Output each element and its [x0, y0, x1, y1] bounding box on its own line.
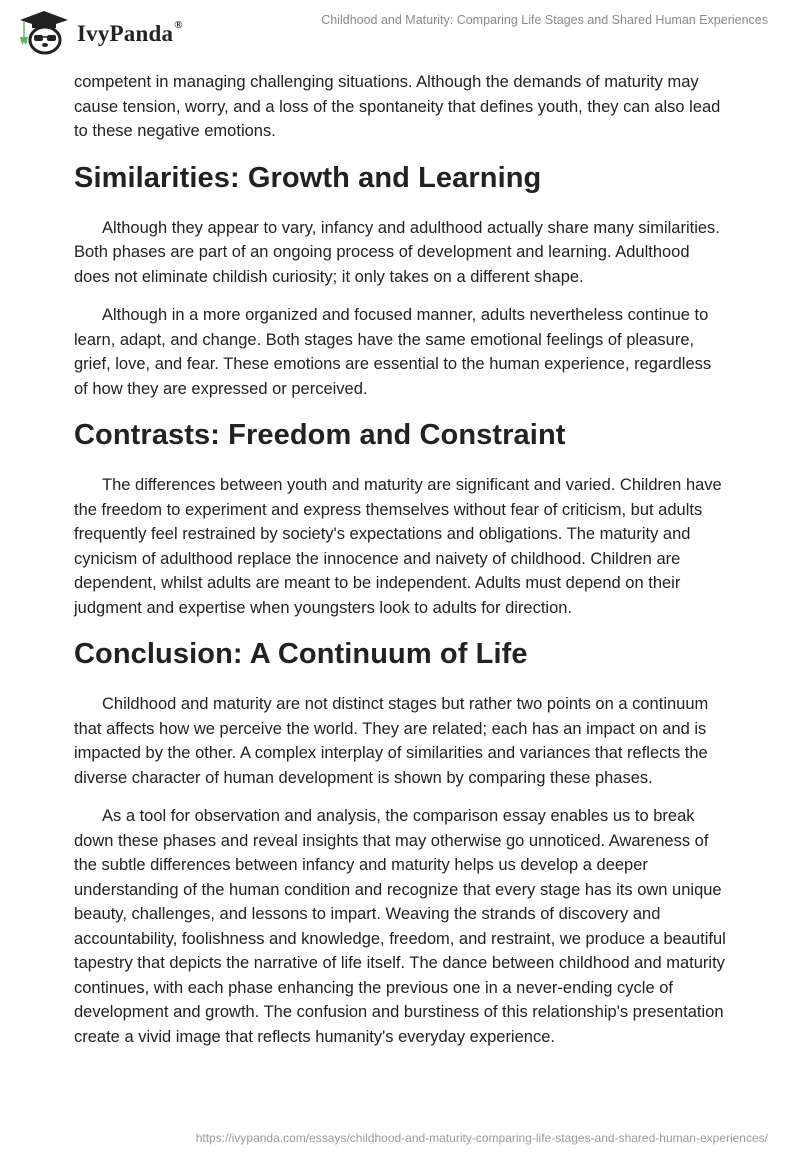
- logo-text: IvyPanda®: [77, 19, 183, 46]
- essay-content: [74, 70, 726, 1063]
- source-url-link[interactable]: https://ivypanda.com/essays/childhood-and-maturity-comparing-life-stages-and-shared-human-experiences/: [195, 1131, 768, 1145]
- paragraph: As a tool for observation and analysis, the comparison essay enables us to break down these phases and reveal insights that may otherwise go unnoticed. Awareness of the subtle differences between infancy and maturity helps us develop a deeper understanding of the human condition and recognize that every stage has its own unique beauty, challenges, and lessons to impart. Weaving the strands of discovery and accountability, foolishness and knowledge, freedom, and restraint, we produce a beautiful tapestry that depicts the narrative of life itself. The dance between childhood and maturity continues, with each phase enhancing the previous one in a never-ending cycle of development and growth. The confusion and burstiness of this relationship's presentation create a vivid image that reflects humanity's everyday experience.: [74, 807, 726, 1046]
- ivypanda-logo[interactable]: [18, 9, 183, 55]
- page-header: [0, 0, 800, 60]
- section-heading-conclusion: Conclusion: A Continuum of Life: [74, 638, 528, 670]
- page-title: Childhood and Maturity: Comparing Life Stages and Shared Human Experiences: [321, 13, 768, 27]
- paragraph: competent in managing challenging situations. Although the demands of maturity may cause tension, worry, and a loss of the spontaneity that defines youth, they can also lead to these negative emotions.: [74, 73, 721, 140]
- section-heading-similarities: Similarities: Growth and Learning: [74, 161, 542, 194]
- paragraph: Although they appear to vary, infancy and adulthood actually share many similarities. Both phases are part of an ongoing process of development and learning. Adulthood does not eliminate childish curiosity; it only takes on a different shape.: [74, 218, 720, 286]
- section-heading-contrasts: Contrasts: Freedom and Constraint: [74, 419, 566, 451]
- panda-graduate-icon: [18, 9, 70, 55]
- paragraph: Childhood and maturity are not distinct stages but rather two points on a continuum that affects how we perceive the world. They are related; each has an impact on and is impacted by the other. A complex interplay of similarities and variances that reflects the diverse character of human development is shown by comparing these phases.: [74, 695, 709, 787]
- paragraph: Although in a more organized and focused manner, adults nevertheless continue to learn, adapt, and change. Both stages have the same emotional feelings of pleasure, grief, love, and fear. These emotions are essential to the human experience, regardless of how they are expressed or perceived.: [74, 306, 712, 398]
- paragraph: The differences between youth and maturity are significant and varied. Children have the freedom to experiment and express themselves without fear of criticism, but adults frequently feel restrained by society's expectations and obligations. The maturity and cynicism of adulthood replace the innocence and naivety of childhood. Children are dependent, whilst adults are meant to be independent. Adults must depend on their judgment and expertise when youngsters look to adults for direction.: [74, 476, 722, 617]
